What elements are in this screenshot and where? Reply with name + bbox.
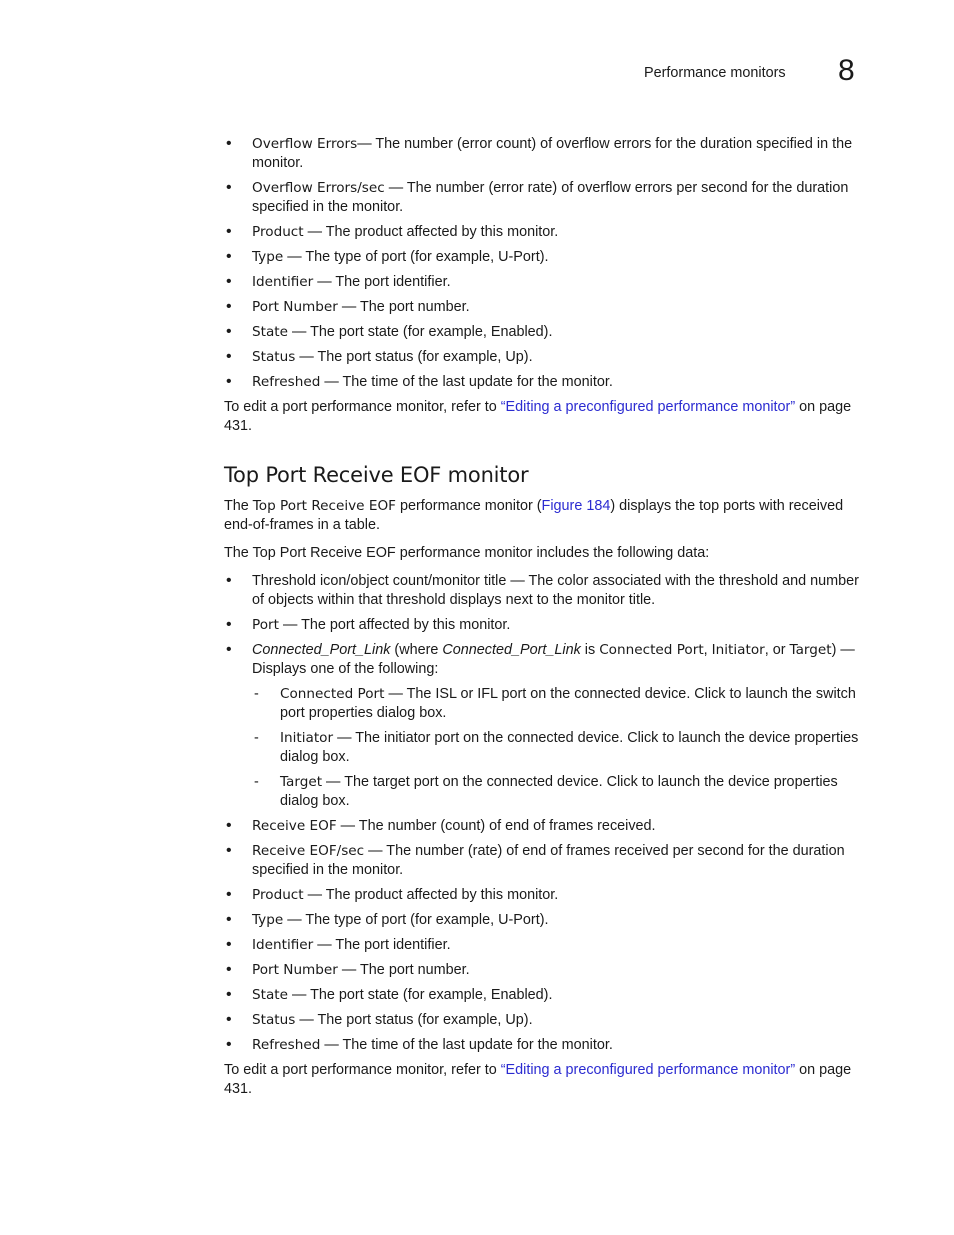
list-item <box>224 986 869 1005</box>
list-item <box>224 641 869 811</box>
description: is <box>580 642 600 658</box>
term-italic: Connected_Port_Link <box>442 642 581 658</box>
term: Identifier <box>252 274 314 290</box>
description: — The number (error rate) of overflow errors per second for the duration specified in the monitor. <box>252 180 849 215</box>
description: — The number (count) of end of frames received. <box>336 818 656 834</box>
description: — The initiator port on the connected device. Click to launch the device properties dialog box. <box>280 730 859 765</box>
term: Refreshed <box>252 1037 321 1053</box>
field-list-2 <box>224 572 869 1055</box>
term: Connected Port <box>599 642 704 658</box>
term: Identifier <box>252 937 314 953</box>
description: — The type of port (for example, U-Port). <box>283 912 549 928</box>
term: Initiator <box>280 730 334 746</box>
description: — The number (error count) of overflow errors for the duration specified in the monitor. <box>252 136 853 171</box>
description: — The type of port (for example, U-Port). <box>283 249 549 265</box>
description: — The number (rate) of end of frames received per second for the duration specified in the monitor. <box>252 843 845 878</box>
list-item <box>224 961 869 980</box>
term: Refreshed <box>252 374 321 390</box>
term: Status <box>252 349 296 365</box>
figure-link[interactable]: Figure 184 <box>541 498 611 514</box>
list-item <box>224 298 869 317</box>
paragraph-text: The <box>224 498 253 514</box>
list-item <box>224 373 869 392</box>
description: — The target port on the connected device. Click to launch the device properties dialog box. <box>280 774 838 809</box>
description: , <box>703 642 712 658</box>
description: Threshold icon/object count/monitor title — The color associated with the threshold and number of objects within that threshold displays next to the monitor title. <box>252 573 859 608</box>
term: Initiator <box>711 642 765 658</box>
term: Product <box>252 224 304 240</box>
description: (where <box>390 642 443 658</box>
term: Port Number <box>252 962 338 978</box>
term: Overflow Errors/sec <box>252 180 385 196</box>
description: — The port status (for example, Up). <box>295 1012 533 1028</box>
sub-list-item <box>252 729 869 767</box>
list-item <box>224 223 869 242</box>
field-list-1 <box>224 135 869 392</box>
list-item <box>224 1036 869 1055</box>
term: Connected Port <box>280 686 385 702</box>
section-heading: Top Port Receive EOF monitor <box>224 463 529 487</box>
list-item <box>224 135 869 173</box>
term: Status <box>252 1012 296 1028</box>
term: State <box>252 324 288 340</box>
term-italic: Connected_Port_Link <box>252 642 391 658</box>
term: Product <box>252 887 304 903</box>
paragraph-text: performance monitor ( <box>395 498 542 514</box>
paragraph-text: To edit a port performance monitor, refer to <box>224 399 501 415</box>
edit-reference-paragraph <box>224 398 869 436</box>
description: — The product affected by this monitor. <box>303 224 559 240</box>
paragraph-text: on page 431. <box>224 399 852 434</box>
term: Port Number <box>252 299 338 315</box>
list-item <box>224 348 869 367</box>
description: — The port identifier. <box>313 937 451 953</box>
description: — The port number. <box>337 962 470 978</box>
list-item <box>224 911 869 930</box>
paragraph-text: on page 431. <box>224 1062 852 1097</box>
description: ) — Displays one of the following: <box>252 642 855 677</box>
list-item <box>224 817 869 836</box>
list-item <box>224 1011 869 1030</box>
term: Receive EOF <box>252 818 337 834</box>
paragraph-text: To edit a port performance monitor, refer to <box>224 1062 501 1078</box>
sub-list <box>252 685 869 811</box>
sub-list-item <box>252 773 869 811</box>
description: — The port identifier. <box>313 274 451 290</box>
monitor-name: Top Port Receive EOF <box>252 498 396 514</box>
description: — The port number. <box>337 299 470 315</box>
description: — The ISL or IFL port on the connected device. Click to launch the switch port properties dialog box. <box>280 686 856 721</box>
list-item <box>224 273 869 292</box>
page-body <box>224 135 869 1108</box>
list-item <box>224 323 869 342</box>
intro-paragraph <box>224 497 869 535</box>
running-header-title: Performance monitors <box>644 65 786 81</box>
cross-reference-link[interactable]: “Editing a preconfigured performance monitor” <box>500 1062 796 1078</box>
term: Receive EOF/sec <box>252 843 365 859</box>
description: — The port state (for example, Enabled). <box>287 987 553 1003</box>
term: Overflow Errors <box>252 136 358 152</box>
term: Port <box>252 617 279 633</box>
edit-reference-paragraph <box>224 1061 869 1099</box>
list-item <box>224 179 869 217</box>
list-item <box>224 616 869 635</box>
term: Target <box>789 642 832 658</box>
description: , or <box>764 642 790 658</box>
chapter-number: 8 <box>838 54 855 87</box>
term: Type <box>252 249 284 265</box>
description: — The time of the last update for the monitor. <box>320 374 613 390</box>
sub-list-item <box>252 685 869 723</box>
description: — The port state (for example, Enabled). <box>287 324 553 340</box>
list-item <box>224 842 869 880</box>
list-item <box>224 886 869 905</box>
list-item <box>224 936 869 955</box>
term: State <box>252 987 288 1003</box>
paragraph-text: ) displays the top ports with received end-of-frames in a table. <box>224 498 844 533</box>
term: Target <box>280 774 323 790</box>
description: — The product affected by this monitor. <box>303 887 559 903</box>
list-item <box>224 248 869 267</box>
description: — The port affected by this monitor. <box>278 617 511 633</box>
description: — The time of the last update for the monitor. <box>320 1037 613 1053</box>
list-item <box>224 572 869 610</box>
includes-paragraph: The Top Port Receive EOF performance monitor includes the following data: <box>224 545 710 561</box>
cross-reference-link[interactable]: “Editing a preconfigured performance monitor” <box>500 399 796 415</box>
term: Type <box>252 912 284 928</box>
description: — The port status (for example, Up). <box>295 349 533 365</box>
